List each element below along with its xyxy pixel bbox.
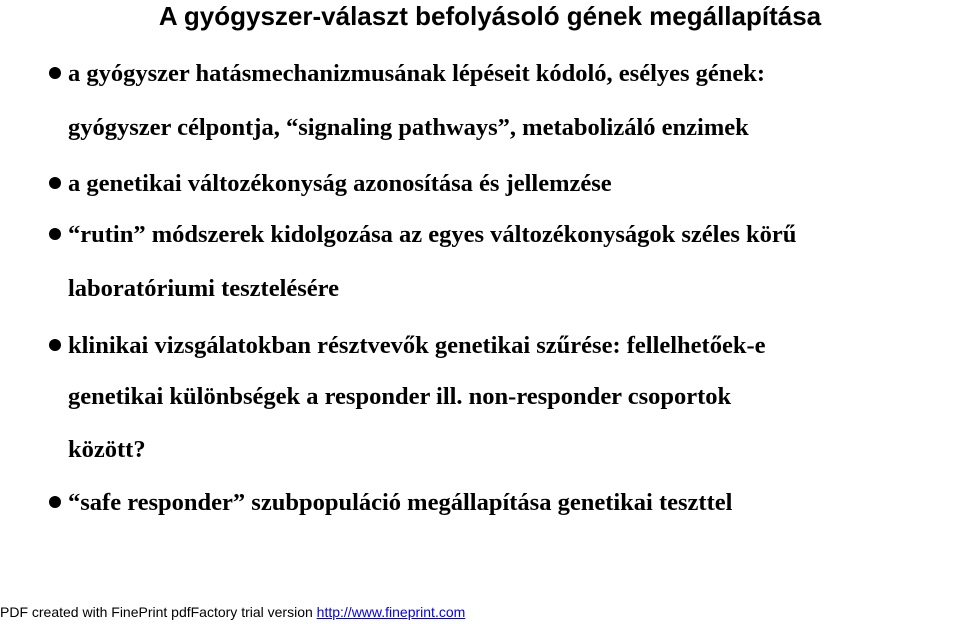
page-title: A gyógyszer-választ befolyásoló gének megállapítása [158,1,822,31]
bullet-2-line-1: a genetikai változékonyság azonosítása és jellemzése [68,170,612,197]
footer-link[interactable]: http://www.fineprint.com [316,604,466,620]
pdf-footer [0,603,465,621]
footer-text: PDF created with FinePrint pdfFactory trial version [0,604,317,620]
bullet-3-line-1: “rutin” módszerek kidolgozása az egyes változékonyságok széles körű [68,221,797,248]
bullet-3-line-2: laboratóriumi tesztelésére [68,275,339,302]
bullet-5-line-1: “safe responder” szubpopuláció megállapítása genetikai teszttel [68,489,733,516]
bullet-1-line-2: gyógyszer célpontja, “signaling pathways”, metabolizáló enzimek [68,114,749,141]
bullet-4-line-3: között? [68,436,146,463]
bullet-dot-3 [49,228,61,240]
bullet-dot-5 [49,496,61,508]
bullet-dot-4 [49,339,61,351]
bullet-1-line-1: a gyógyszer hatásmechanizmusának lépéseit kódoló, esélyes gének: [68,60,766,87]
bullet-4-line-1: klinikai vizsgálatokban résztvevők genetikai szűrése: fellelhetőek-e [68,332,766,359]
bullet-dot-1 [49,67,61,79]
bullet-dot-2 [49,177,61,189]
bullet-4-line-2: genetikai különbségek a responder ill. non-responder csoportok [68,383,732,410]
